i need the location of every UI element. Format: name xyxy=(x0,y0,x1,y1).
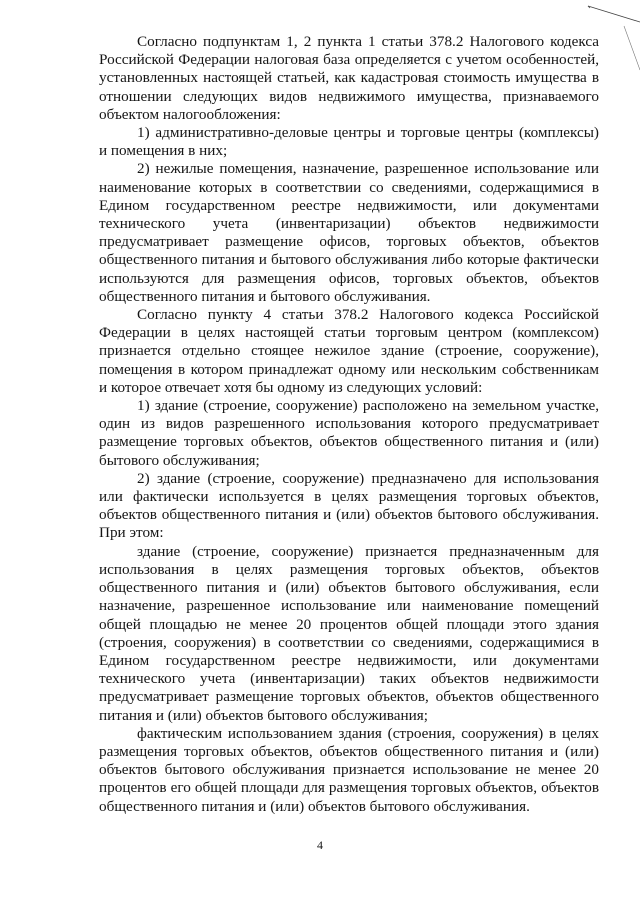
paragraph: 1) административно-деловые центры и торговые центры (комплексы) и помещения в них; xyxy=(99,124,599,160)
paragraph: 2) нежилые помещения, назначение, разрешенное использование или наименование которых в соответствии со сведениями, содержащимися в Едином государственном реестре недвижимости, или документами технического учета (инвентаризации) объектов недвижимости предусматривает размещение офисов, торговых объектов, объектов общественного питания и бытового обслуживания либо которые фактически используются для размещения офисов, торговых объектов, объектов общественного питания и бытового обслуживания. xyxy=(99,160,599,305)
paragraph: 1) здание (строение, сооружение) расположено на земельном участке, один из видов разрешенного использования которого предусматривает размещение торговых объектов, объектов общественного питания и (или) бытового обслуживания; xyxy=(99,397,599,469)
document-body xyxy=(99,33,599,816)
page-number: 4 xyxy=(317,838,323,852)
paragraph: фактическим использованием здания (строения, сооружения) в целях размещения торговых объектов, объектов общественного питания и (или) объектов бытового обслуживания признается использование не менее 20 процентов его общей площади для размещения торговых объектов, объектов общественного питания и (или) объектов бытового обслуживания. xyxy=(99,724,599,815)
paragraph: Согласно пункту 4 статьи 378.2 Налогового кодекса Российской Федерации в целях настоящей статьи торговым центром (комплексом) признается отдельно стоящее нежилое здание (строение, сооружение), помещения в котором принадлежат одному или нескольким собственникам и которое отвечает хотя бы одному из следующих условий: xyxy=(99,306,599,396)
paragraph: Согласно подпунктам 1, 2 пункта 1 статьи 378.2 Налогового кодекса Российской Федерации налоговая база определяется с учетом особенностей, установленных настоящей статьей, как кадастровая стоимость имущества в отношении следующих видов недвижимого имущества, признаваемого объектом налогообложения: xyxy=(99,33,599,123)
paragraph: 2) здание (строение, сооружение) предназначено для использования или фактически используется в целях размещения торговых объектов, объектов общественного питания и (или) объектов бытового обслуживания. При этом: xyxy=(99,469,599,542)
paragraph: здание (строение, сооружение) признается предназначенным для использования в целях размещения торговых объектов, объектов общественного питания и (или) объектов бытового обслуживания, если назначение, разрешенное использование или наименование помещений общей площадью не менее 20 процентов общей площади этого здания (строения, сооружения) в соответствии со сведениями, содержащимися в Едином государственном реестре недвижимости, или документами технического учета (инвентаризации) таких объектов недвижимости предусматривает размещение торговых объектов, объектов общественного питания и (или) объектов бытового обслуживания; xyxy=(99,542,599,724)
